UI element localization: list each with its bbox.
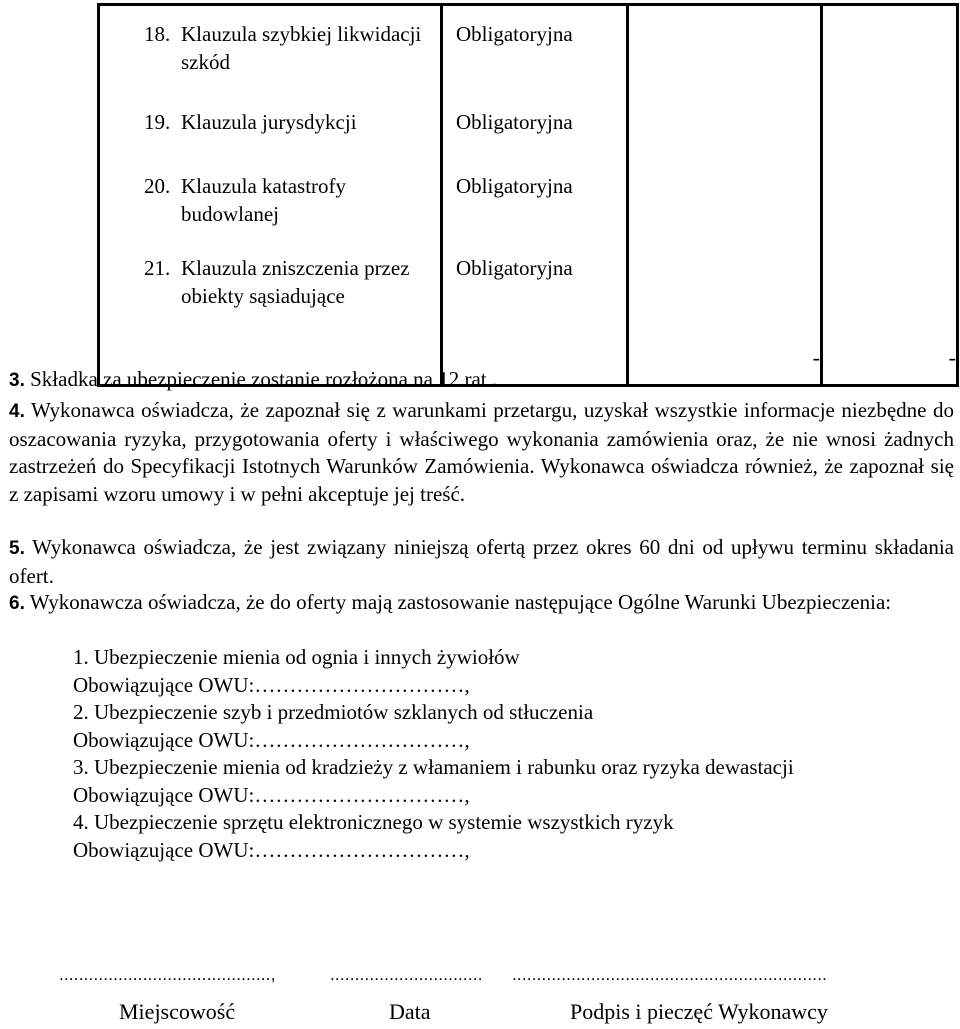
section-4	[9, 397, 954, 508]
empty-cell	[822, 5, 958, 99]
section-6	[9, 589, 954, 618]
clause-status: Obligatoryjna	[456, 174, 573, 198]
section-number: 4.	[9, 401, 25, 422]
date-dots[interactable]: ...............................	[330, 965, 483, 984]
clause-row	[99, 162, 958, 244]
owu-item-title: 2. Ubezpieczenie szyb i przedmiotów szklanych od stłuczenia	[73, 700, 594, 724]
clause-name: Klauzula zniszczenia przez obiekty sąsiadujące	[181, 256, 410, 308]
section-number: 6.	[9, 593, 25, 614]
clause-status-cell	[442, 5, 628, 99]
empty-cell	[628, 5, 822, 99]
section-5-text: Wykonawca oświadcza, że jest związany niniejszą ofertą przez okres 60 dni od upływu terminu składania ofert.	[9, 535, 954, 588]
clause-row	[99, 98, 958, 162]
clause-number: 20.	[144, 174, 171, 198]
owu-list	[73, 644, 794, 864]
owu-item-field[interactable]: Obowiązujące OWU:…………………………,	[73, 782, 470, 807]
clause-name-cell	[99, 5, 442, 99]
clause-status-cell	[442, 244, 628, 332]
place-dots[interactable]: ...........................................,	[59, 965, 276, 984]
owu-item-title: 3. Ubezpieczenie mienia od kradzieży z włamaniem i rabunku oraz ryzyka dewastacji	[73, 755, 794, 779]
section-number: 3.	[9, 370, 25, 391]
total-dash: -	[822, 332, 958, 386]
owu-item-field[interactable]: Obowiązujące OWU:…………………………,	[73, 727, 470, 752]
clause-number: 21.	[144, 256, 171, 280]
clause-name-cell	[99, 98, 442, 162]
empty-cell	[822, 98, 958, 162]
empty-cell	[822, 162, 958, 244]
section-5	[9, 534, 954, 590]
clause-number: 19.	[144, 110, 171, 134]
owu-item-field[interactable]: Obowiązujące OWU:…………………………,	[73, 672, 470, 697]
clause-status: Obligatoryjna	[456, 110, 573, 134]
owu-item-title: 1. Ubezpieczenie mienia od ognia i innych żywiołów	[73, 645, 520, 669]
clause-number: 18.	[144, 22, 171, 46]
section-3	[9, 366, 954, 395]
empty-cell	[628, 162, 822, 244]
clauses-table	[97, 3, 959, 387]
section-number: 5.	[9, 538, 25, 559]
signature-dots[interactable]: ................................................................	[512, 965, 828, 984]
section-6-text: Wykonawcza oświadcza, że do oferty mają zastosowanie następujące Ogólne Warunki Ubezpieczenia:	[29, 590, 892, 614]
signature-row	[0, 965, 960, 1029]
clause-row	[99, 244, 958, 332]
signature-label: Podpis i pieczęć Wykonawcy	[570, 999, 828, 1024]
empty-cell	[628, 98, 822, 162]
section-3-text: Składka za ubezpieczenie zostanie rozłożona na 12 rat .	[30, 367, 498, 391]
clause-row	[99, 5, 958, 99]
clause-name: Klauzula szybkiej likwidacji szkód	[181, 22, 422, 74]
section-4-text: Wykonawca oświadcza, że zapoznał się z warunkami przetargu, uzyskał wszystkie informacje niezbędne do oszacowania ryzyka, przygotowania oferty i właściwego wykonania zamówienia oraz, że nie wnosi żadnych zastrzeżeń do Specyfikacji Istotnych Warunków Zamówienia. Wykonawca oświadcza również, że zapoznał się z zapisami wzoru umowy i w pełni akceptuje jej treść.	[9, 398, 954, 506]
date-label: Data	[389, 999, 431, 1024]
clause-status-cell	[442, 162, 628, 244]
clause-status-cell	[442, 98, 628, 162]
clause-status: Obligatoryjna	[456, 256, 573, 280]
place-label: Miejscowość	[119, 999, 236, 1024]
empty-cell	[628, 244, 822, 332]
clause-status: Obligatoryjna	[456, 22, 573, 46]
empty-cell	[822, 244, 958, 332]
owu-item-field[interactable]: Obowiązujące OWU:…………………………,	[73, 837, 470, 862]
clause-name-cell	[99, 162, 442, 244]
clause-name: Klauzula jurysdykcji	[181, 110, 357, 134]
clause-name-cell	[99, 244, 442, 332]
total-dash: -	[628, 332, 822, 386]
clause-name: Klauzula katastrofy budowlanej	[181, 174, 347, 226]
owu-item-title: 4. Ubezpieczenie sprzętu elektronicznego w systemie wszystkich ryzyk	[73, 810, 674, 834]
